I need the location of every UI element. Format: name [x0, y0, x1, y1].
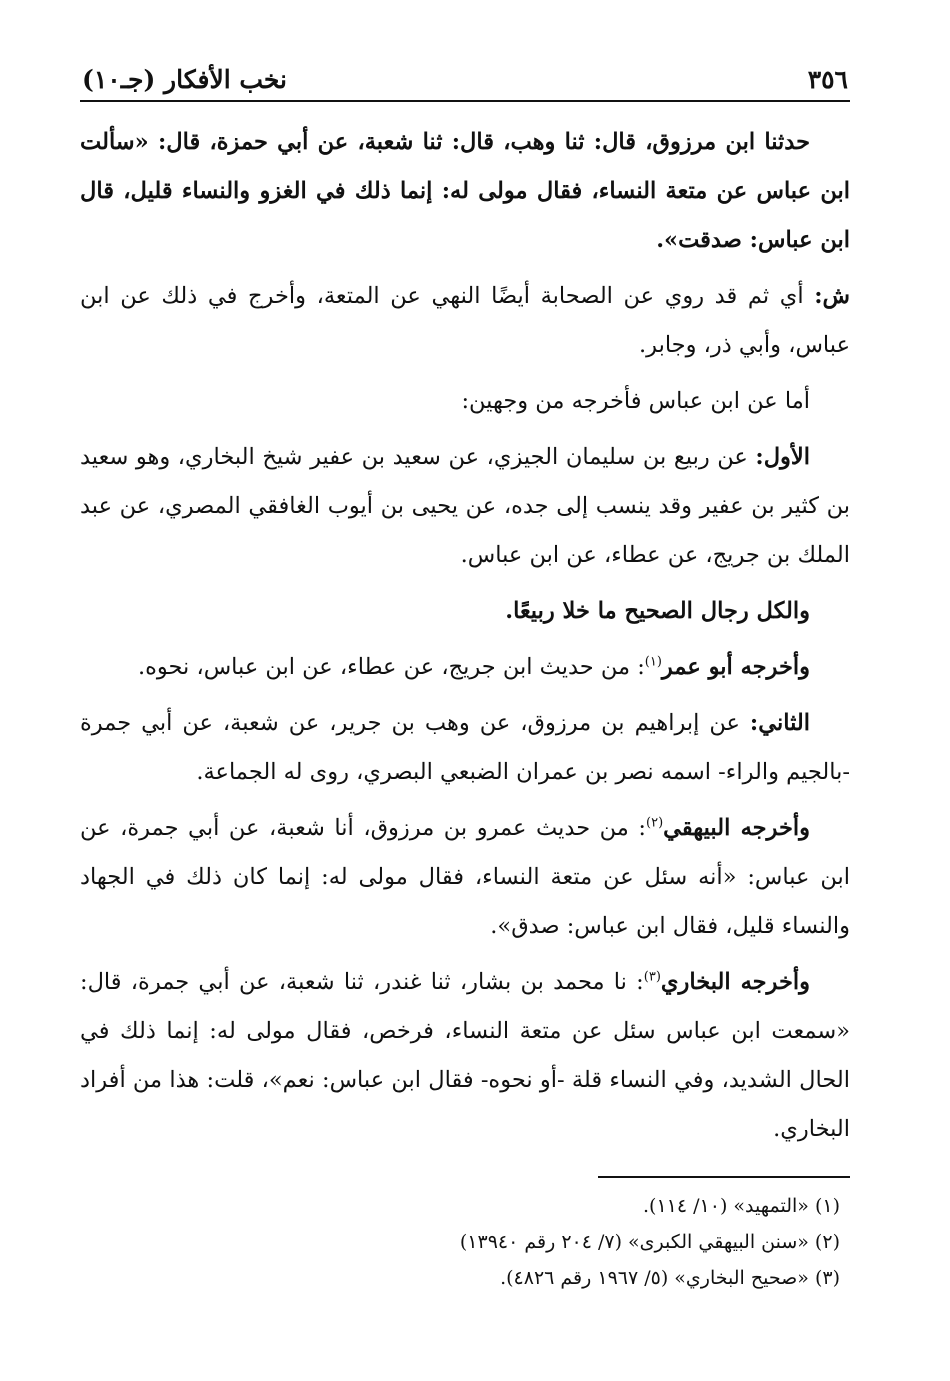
bayhaqi-paragraph: وأخرجه البيهقي$^{(٢)}$: من حديث عمرو بن مرزوق، أنا شعبة، عن أبي جمرة، عن ابن عباس: «أنه سئل عن متعة النساء، فقال مولى له: إنما كان ذلك في الجهاد والنساء قليل، فقال ابن عباس: صدق». — [80, 815, 850, 939]
footnote-ref-2[interactable]: (٢) — [646, 815, 664, 831]
narrators-verdict-paragraph: والكل رجال الصحيح ما خلا ربيعًا. — [505, 598, 810, 624]
hadith-matn-paragraph: حدثنا ابن مرزوق، قال: ثنا وهب، قال: ثنا شعبة، عن أبي حمزة، قال: «سألت ابن عباس عن متعة النساء، فقال مولى له: إنما ذلك في الغزو والنساء قليل، قال ابن عباس: صدقت». — [80, 129, 850, 253]
second-chain-paragraph: الثاني: عن إبراهيم بن مرزوق، عن وهب بن جرير، عن شعبة، عن أبي جمرة -بالجيم والراء- اسمه نصر بن عمران الضبعي البصري، روى له الجماعة. — [80, 710, 850, 785]
main-text — [80, 118, 850, 1154]
ibn-abbas-intro-paragraph: أما عن ابن عباس فأخرجه من وجهين: — [461, 388, 810, 414]
footnotes — [80, 1188, 850, 1296]
bukhari-lead: وأخرجه البخاري — [660, 969, 810, 995]
commentary-paragraph: ش: أي ثم قد روي عن الصحابة أيضًا النهي عن المتعة، وأخرج في ذلك عن ابن عباس، وأبي ذر، وجابر. — [80, 283, 850, 358]
bayhaqi-lead: وأخرجه البيهقي — [663, 815, 810, 841]
footnote-ref-3[interactable]: (٣) — [643, 969, 661, 985]
footnote-ref-1[interactable]: (١) — [644, 654, 662, 670]
book-title: نخب الأفكار (جـ١٠) — [82, 65, 288, 94]
abu-umar-lead: وأخرجه أبو عمر — [661, 654, 810, 680]
footnote-divider — [598, 1176, 850, 1178]
footnote-1: (١) «التمهيد» (١٠/ ١١٤). — [643, 1195, 840, 1217]
first-chain-label: الأول: — [755, 444, 810, 470]
commentary-marker: ش: — [814, 283, 850, 309]
first-chain-paragraph: الأول: عن ربيع بن سليمان الجيزي، عن سعيد بن عفير شيخ البخاري، وهو سعيد بن كثير بن عفير وقد ينسب إلى جده، عن يحيى بن أيوب الغافقي المصري، عن عبد الملك بن جريج، عن عطاء، عن ابن عباس. — [80, 444, 850, 568]
bukhari-paragraph: وأخرجه البخاري$^{(٣)}$: نا محمد بن بشار، ثنا غندر، ثنا شعبة، عن أبي جمرة، قال: «سمعت ابن عباس سئل عن متعة النساء، فرخص، فقال مولى له: إنما ذلك في الحال الشديد، وفي النساء قلة -أو نحوه- فقال ابن عباس: نعم»، قلت: هذا من أفراد البخاري. — [80, 969, 850, 1142]
footnote-2: (٢) «سنن البيهقي الكبرى» (٧/ ٢٠٤ رقم ١٣٩٤٠) — [459, 1231, 840, 1253]
page-number: ٣٥٦ — [807, 65, 848, 94]
running-head — [80, 52, 850, 102]
abu-umar-paragraph: وأخرجه أبو عمر$^{(١)}$: من حديث ابن جريج، عن عطاء، عن ابن عباس، نحوه. — [137, 654, 810, 680]
second-chain-label: الثاني: — [749, 710, 810, 736]
footnote-3: (٣) «صحيح البخاري» (٥/ ١٩٦٧ رقم ٤٨٢٦). — [500, 1267, 840, 1289]
